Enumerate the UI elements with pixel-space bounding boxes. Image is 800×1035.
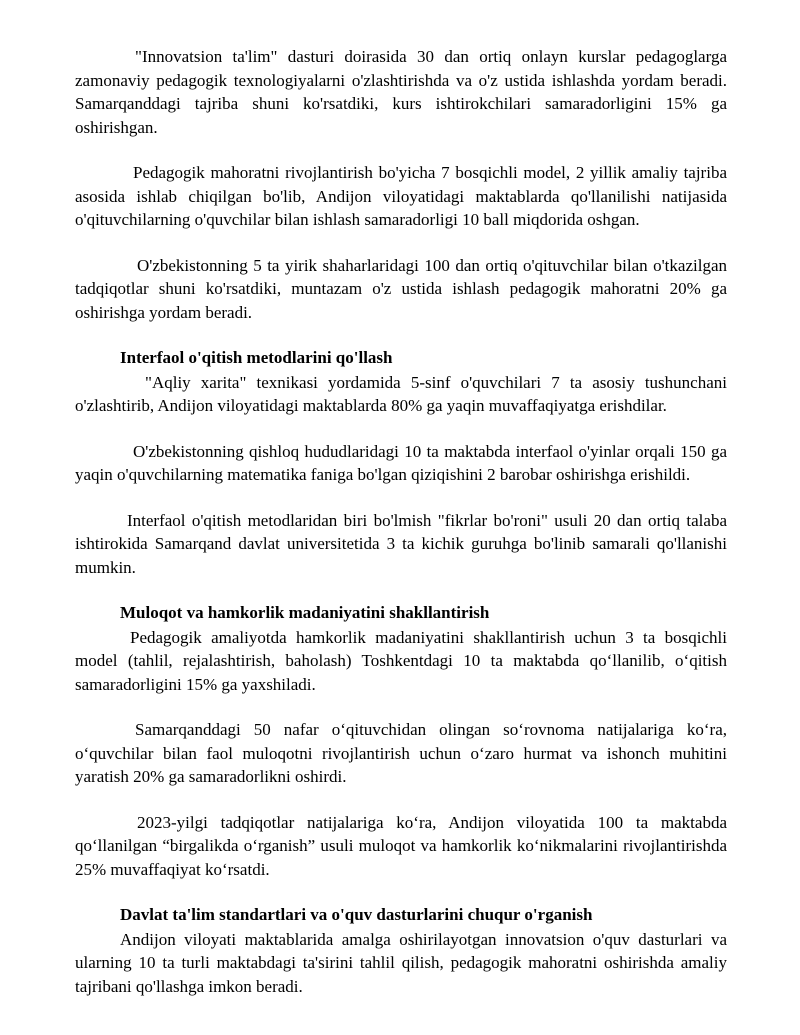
paragraph-innovatsion-talim: "Innovatsion ta'lim" dasturi doirasida 30 dan ortiq onlayn kurslar pedagoglarga zamonaviy pedagogik texnologiyalarni o'zlashtirishda va o'z ustida ishlashda yordam beradi. Samarqanddagi tajriba shuni ko'rsatdiki, kurs ishtirokchilari samaradorligini 15% ga oshirishgan. (75, 47, 727, 137)
paragraph-birgalikda-organish: 2023-yilgi tadqiqotlar natijalariga ko‘ra, Andijon viloyatida 100 ta maktabda qo‘llanilgan “birgalikda o‘rganish” usuli muloqot va hamkorlik ko‘nikmalarini rivojlantirishda 25% muvaffaqiyat ko‘rsatdi. (75, 812, 727, 879)
section-heading-davlat-standartlari: Davlat ta'lim standartlari va o'quv dasturlarini chuqur o'rganish (120, 905, 593, 924)
paragraph-sorovnoma: Samarqanddagi 50 nafar o‘qituvchidan olingan so‘rovnoma natijalariga ko‘ra, o‘quvchilar bilan faol muloqotni rivojlantirish uchun o‘zaro hurmat va ishonch muhitini yaratish 20% ga samaradorlikni oshirdi. (75, 720, 727, 786)
paragraph-pedagogik-model: Pedagogik mahoratni rivojlantirish bo'yicha 7 bosqichli model, 2 yillik amaliy tajriba asosida ishlab chiqilgan bo'lib, Andijon viloyatidagi maktablarda qo'llanilishi natijasida o'qituvchilarning o'quvchilar bilan ishlash samaradorligi 10 ball miqdorida oshgan. (75, 163, 727, 229)
paragraph-fikrlar-boroni: Interfaol o'qitish metodlaridan biri bo'lmish "fikrlar bo'roni" usuli 20 dan ortiq talaba ishtirokida Samarqand davlat universitetida 3 ta kichik guruhga bo'linib samarali qo'llanishi mumkin. (75, 510, 727, 577)
paragraph-aqliy-xarita: "Aqliy xarita" texnikasi yordamida 5-sinf o'quvchilari 7 ta asosiy tushunchani o'zlashtirib, Andijon viloyatidagi maktablarda 80% ga yaqin muvaffaqiyatga erishdilar. (75, 372, 727, 415)
paragraph-andijon-dasturlari: Andijon viloyati maktablarida amalga oshirilayotgan innovatsion o'quv dasturlari va ularning 10 ta turli maktabdagi ta'sirini tahlil qilish, pedagogik mahoratni oshirishda amaliy tajribani qo'llashga imkon beradi. (75, 929, 727, 996)
paragraph-hamkorlik-model: Pedagogik amaliyotda hamkorlik madaniyatini shakllantirish uchun 3 ta bosqichli model (tahlil, rejalashtirish, baholash) Toshkentdagi 10 ta maktabda qo‘llanilib, o‘qitish samaradorligini 15% ga yaxshiladi. (75, 627, 727, 694)
paragraph-qishloq-maktablar: O'zbekistonning qishloq hududlaridagi 10 ta maktabda interfaol o'yinlar orqali 150 ga yaqin o'quvchilarning matematika faniga bo'lgan qiziqishini 2 barobar oshirishga erishildi. (75, 441, 727, 484)
section-heading-interfaol: Interfaol o'qitish metodlarini qo'llash (120, 348, 393, 367)
paragraph-tadqiqotlar: O'zbekistonning 5 ta yirik shaharlaridagi 100 dan ortiq o'qituvchilar bilan o'tkazilgan tadqiqotlar shuni ko'rsatdiki, muntazam o'z ustida ishlash pedagogik mahoratni 20% ga oshirishga yordam beradi. (75, 255, 727, 322)
section-heading-muloqot: Muloqot va hamkorlik madaniyatini shakllantirish (120, 603, 490, 622)
